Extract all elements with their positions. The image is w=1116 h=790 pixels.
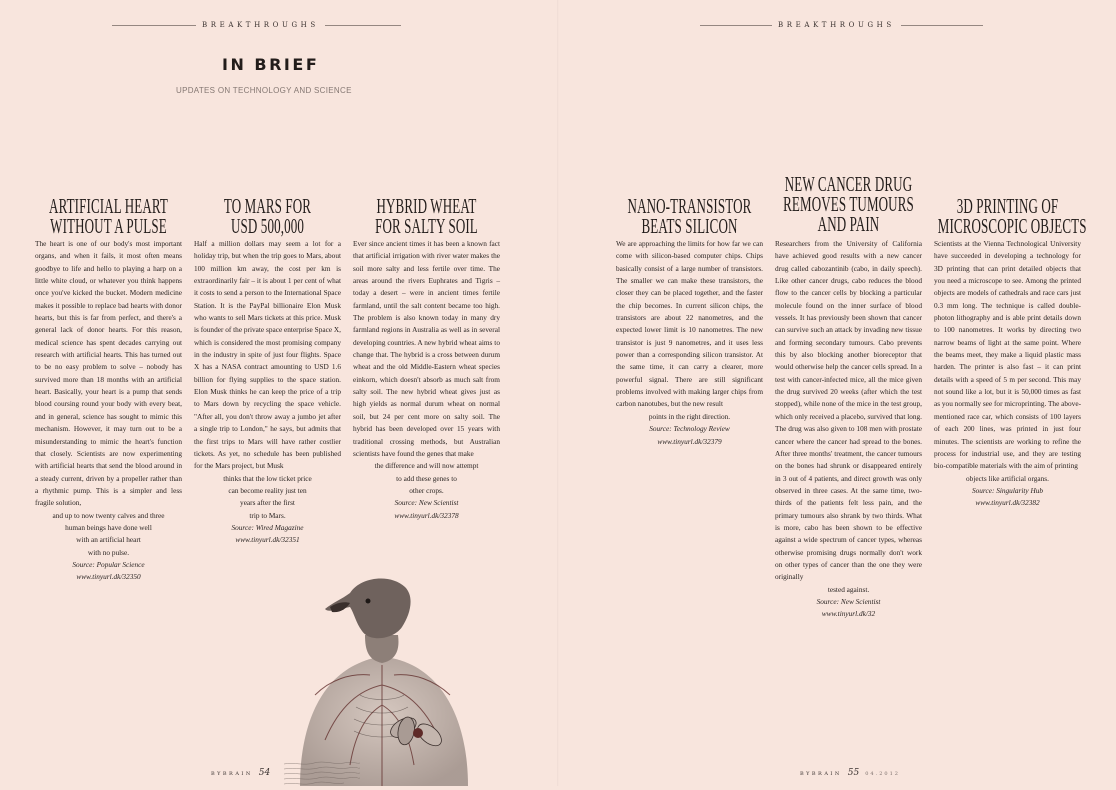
source-url[interactable]: www.tinyurl.dk/32 <box>821 609 876 619</box>
headline-line: TO MARS FOR <box>223 194 312 218</box>
article-tail <box>353 460 500 522</box>
headline <box>779 174 919 238</box>
tail-line: the difference and will now attempt <box>374 461 479 471</box>
headline <box>39 196 179 238</box>
headline <box>620 196 760 238</box>
source: Source: Technology Review <box>649 424 730 434</box>
headline-line: HYBRID WHEAT <box>376 194 477 218</box>
tail-line: points in the right direction. <box>648 411 731 421</box>
tail-line: objects like artificial organs. <box>966 473 1049 483</box>
headline <box>937 194 1087 238</box>
article-cancer-drug <box>775 174 922 621</box>
rule <box>901 25 983 26</box>
article-tail <box>194 473 341 547</box>
article-artificial-heart <box>35 196 182 584</box>
right-page <box>558 0 1116 786</box>
headline-line: MICROSCOPIC OBJECTS <box>937 214 1087 238</box>
tail-line: trip to Mars. <box>249 510 286 520</box>
article-tail <box>934 473 1081 510</box>
section-label: BREAKTHROUGHS <box>202 21 319 29</box>
page-number: 54 <box>258 768 271 778</box>
article-body: Scientists at the Vienna Technological University have succeeded in developing a technology for 3D printing that can print detailed objects that you need a microscope to see. Among the printed objects are models of cathedrals and race cars just 0.3 mm long. The technique is called double-photon lithography and is able print details down to 100 nanometres. It works by directing two narrow beams of light at the same point. Where the beams meet, they make a liquid plastic mass harden. The printer is also fast – it can print details with a speed of 5 m per second. This may not sound like a lot, but it is 50,000 times as fast as you normally see for microprinting. The above-mentioned race car, which consists of 100 layers of each 200 lines, was printed in just four minutes. The scientists are working to refine the process for industrial use, and they are testing bio-compatible materials with the aim of printing <box>934 239 1081 471</box>
tail-line: thinks that the low ticket price <box>223 473 312 483</box>
article-tail <box>775 584 922 621</box>
article-body: Ever since ancient times it has been a known fact that artificial irrigation with river water makes the soil more salty and less fertile over time. The areas around the rivers Euphrates and Tigris – today a desert – were in ancient times fertile farmland, until the salt content became too high. The problem is also known today in many dry farmland regions in Australia as well as in several developing countries. A new hybrid wheat aims to change that. The hybrid is a cross between durum wheat and the old Middle-Eastern wheat species einkorn, which doesn't absorb as much salt from salty soil. The new hybrid wheat gives just as high yields as normal durum wheat on normal soil, but 24 per cent more on salty soil. The hybrid has been developed over 15 years with traditional crossing methods, but Australian scientists have found the genes that make <box>353 239 500 458</box>
headline-line: REMOVES TUMOURS <box>783 192 914 216</box>
rule <box>325 25 401 26</box>
running-head-left <box>112 18 401 32</box>
source-url[interactable]: www.tinyurl.dk/32379 <box>657 436 722 446</box>
handwritten-notes <box>282 760 362 786</box>
folio-right <box>800 768 900 778</box>
rule <box>112 25 196 26</box>
script-scribble <box>282 760 362 786</box>
page-subtitle: UPDATES ON TECHNOLOGY AND SCIENCE <box>176 86 352 95</box>
folio-left <box>211 768 270 778</box>
source: Source: New Scientist <box>816 596 881 606</box>
headline-line: ARTIFICIAL HEART <box>49 194 168 218</box>
tail-line: human beings have done well <box>65 522 152 532</box>
magazine-name: BYBRAIN <box>800 771 842 777</box>
tail-line: to add these genes to <box>396 473 457 483</box>
headline-line: 3D PRINTING OF <box>956 194 1059 218</box>
headline-line: FOR SALTY SOIL <box>375 214 478 238</box>
magazine-name: BYBRAIN <box>211 771 253 777</box>
section-label: BREAKTHROUGHS <box>778 21 895 29</box>
eye-shape <box>366 599 371 604</box>
source-url[interactable]: www.tinyurl.dk/32378 <box>394 510 459 520</box>
page-number: 55 <box>847 768 860 778</box>
source-url[interactable]: www.tinyurl.dk/32382 <box>975 498 1040 508</box>
tail-line: and up to now twenty calves and three <box>52 510 165 520</box>
article-tail <box>616 411 763 448</box>
article-tail <box>35 510 182 584</box>
source: Source: Wired Magazine <box>231 522 304 532</box>
rule <box>700 25 772 26</box>
source: Source: Singularity Hub <box>971 485 1044 495</box>
tail-line: with an artificial heart <box>76 535 141 545</box>
tail-line: years after the first <box>240 498 295 508</box>
article-body: The heart is one of our body's most important organs, and when it fails, it most often means goodbye to life and hello to playing a harp on a little white cloud, or whatever you think happens once you've kicked the bucket. Modern medicine makes it possible to replace bad hearts with donor hearts, but this is far from perfect, and there's a general lack of donor hearts. For this reason, medical science has spent decades carrying out research with artificial hearts. This has turned out to be no easy problem to solve – nobody has survived more than 18 months with an artificial heart. Basically, your heart is a pump that sends blood coursing round your body with every beat, and in general, science has sought to mimic this mechanism. However, it may turn out to be a misunderstanding to mimic the heart's function that closely. Scientists are now experimenting with artificial hearts that send the blood around in a steady current, driven by a propeller rather than a rhythmic pump. This is a simpler and less fragile solution, <box>35 239 182 508</box>
article-mars <box>194 196 341 547</box>
source-url[interactable]: www.tinyurl.dk/32350 <box>76 572 141 582</box>
headline-line: WITHOUT A PULSE <box>50 214 167 238</box>
article-body: Half a million dollars may seem a lot for a holiday trip, but when the trip goes to Mars, about 100 million km away, the cost per km is extraordinarily fair – it is about 1 per cent of what it costs to send a person to the International Space Station. It is the PayPal billionaire Elon Musk who wants to sell Mars tickets at this price. Musk is founder of the private space enterprise Space X, which is considered the most promising company in the industry in spite of just four flights. Space X has a NASA contract amounting to USD 1.6 billion for flying supplies to the space station. Elon Musk thinks he can keep the price of a trip to Mars down by recycling the space vehicle. "After all, you don't throw away a jumbo jet after a single trip to London," he says, but admits that the first trips to Mars will have rather costlier tickets. As yet, no schedule has been published for the Mars project, but Musk <box>194 239 341 471</box>
left-page <box>0 0 558 786</box>
tail-line: with no pulse. <box>87 547 130 557</box>
headline-line: NANO-TRANSISTOR <box>627 194 752 218</box>
headline-line: AND PAIN <box>817 212 880 236</box>
source: Source: New Scientist <box>394 498 459 508</box>
headline <box>198 196 338 238</box>
running-head-right <box>700 18 983 32</box>
article-hybrid-wheat <box>353 196 500 522</box>
page-title: IN BRIEF <box>222 55 320 74</box>
headline <box>357 196 497 238</box>
article-3d-printing <box>934 194 1087 510</box>
source: Source: Popular Science <box>72 559 145 569</box>
eagle-anatomy-illustration <box>270 565 495 786</box>
headline-line: BEATS SILICON <box>641 214 738 238</box>
headline-line: USD 500,000 <box>231 214 304 238</box>
tail-line: tested against. <box>827 584 870 594</box>
tail-line: can become reality just ten <box>228 485 307 495</box>
article-body: Researchers from the University of California have achieved good results with a new cancer drug called cabozantinib (cabo, in daily speech). Like other cancer drugs, cabo reduces the blood flow to the cancer cells by blocking a particular molecule found on the inner surface of blood vessels. It has previously been shown that cancer can survive such an attack by invading new tissue and forming secondary tumours. Cabo prevents this by also blocking another bioreceptor that would otherwise help the cancer cells spread. In a test with cancer-infected mice, all the mice given the drug survived 20 weeks (after which the test stopped), while none of the mice in the test group, which only received a placebo, survived that long. The drug was also given to 108 men with prostate cancer where the cancer had spread to the bones. After three months' treatment, the cancer tumours on the bones had shrunk or disappeared entirely in 3 out of 4 patients, and direct growth was only observed in three cases. At the same time, two-thirds of the patients felt less pain, and the primary tumours also shrank by two thirds. What is more, cabo has been shown to be effective against a wide spectrum of cancer types, whereas otherwise promising drugs normally don't work on other types of cancer than the one they were originally <box>775 239 922 582</box>
headline-line: NEW CANCER DRUG <box>784 172 913 196</box>
article-nano-transistor <box>616 196 763 448</box>
issue-date: 04.2012 <box>865 771 900 777</box>
article-body: We are approaching the limits for how far we can come with silicon-based computer chips. Chips basically consist of a large number of transistors. The smaller we can make these transistors, the closer they can be placed together, and the faster the chip becomes. In current silicon chips, the transistors are about 22 nanometres, and the expected lower limit is 10 nanometres. The new transistor is just 9 nanometres, and it uses less power than a corresponding silicon transistor. At the same time, it can carry a clearer, more powerful signal. There are still significant problems involved with making larger chips from carbon nanotubes, but the new result <box>616 239 763 409</box>
source-url[interactable]: www.tinyurl.dk/32351 <box>235 535 300 545</box>
tail-line: other crops. <box>409 485 444 495</box>
